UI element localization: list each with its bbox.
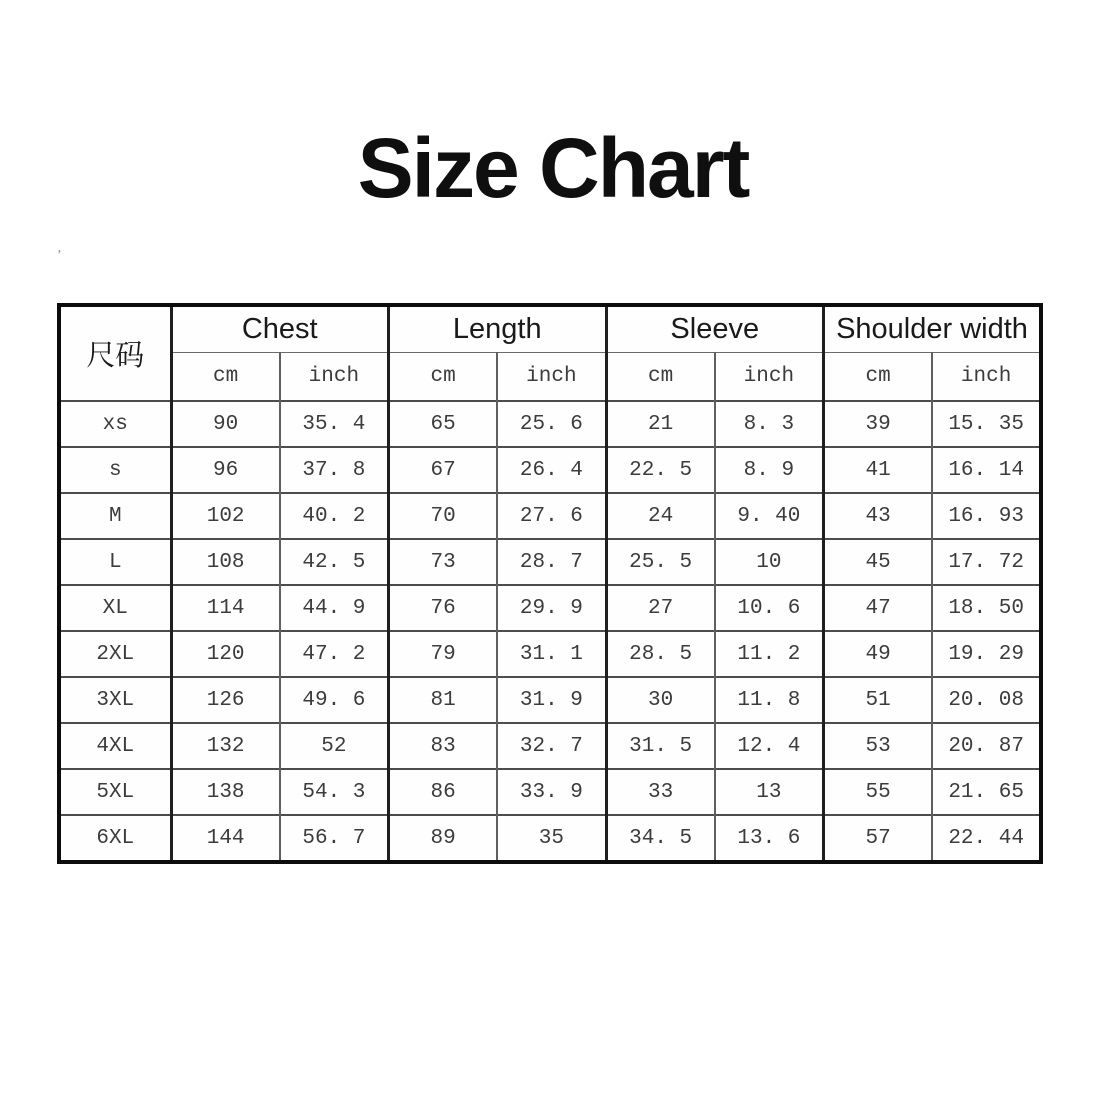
measurement-cell: 79 [389,631,498,677]
measurement-cell: 76 [389,585,498,631]
table-row [59,447,1041,493]
unit-header-sleeve-inch: inch [715,353,824,402]
unit-header-shoulder-inch: inch [932,353,1041,402]
measurement-cell: 90 [171,401,280,447]
measurement-cell: 51 [824,677,933,723]
table-row [59,723,1041,769]
size-label: XL [59,585,171,631]
table-row [59,769,1041,815]
measurement-cell: 31. 1 [497,631,606,677]
measurement-cell: 108 [171,539,280,585]
measurement-cell: 19. 29 [932,631,1041,677]
measurement-cell: 102 [171,493,280,539]
measurement-cell: 13. 6 [715,815,824,862]
measurement-cell: 52 [280,723,389,769]
measurement-cell: 16. 14 [932,447,1041,493]
measurement-cell: 12. 4 [715,723,824,769]
measurement-cell: 32. 7 [497,723,606,769]
measurement-cell: 96 [171,447,280,493]
unit-header-length-cm: cm [389,353,498,402]
measurement-cell: 25. 6 [497,401,606,447]
group-header-sleeve: Sleeve [606,305,824,353]
size-label: 6XL [59,815,171,862]
measurement-cell: 114 [171,585,280,631]
unit-header-row [59,353,1041,402]
measurement-cell: 20. 87 [932,723,1041,769]
measurement-cell: 24 [606,493,715,539]
measurement-cell: 10 [715,539,824,585]
measurement-cell: 53 [824,723,933,769]
measurement-cell: 89 [389,815,498,862]
measurement-cell: 40. 2 [280,493,389,539]
measurement-cell: 35 [497,815,606,862]
measurement-cell: 18. 50 [932,585,1041,631]
size-label: 2XL [59,631,171,677]
table-row [59,815,1041,862]
measurement-cell: 44. 9 [280,585,389,631]
measurement-cell: 144 [171,815,280,862]
measurement-cell: 8. 9 [715,447,824,493]
measurement-cell: 25. 5 [606,539,715,585]
measurement-cell: 54. 3 [280,769,389,815]
measurement-cell: 28. 5 [606,631,715,677]
table-row [59,677,1041,723]
measurement-cell: 34. 5 [606,815,715,862]
table-row [59,539,1041,585]
size-chart-table [57,303,1043,864]
measurement-cell: 21 [606,401,715,447]
measurement-cell: 33. 9 [497,769,606,815]
measurement-cell: 70 [389,493,498,539]
size-label: s [59,447,171,493]
measurement-cell: 8. 3 [715,401,824,447]
measurement-cell: 56. 7 [280,815,389,862]
measurement-cell: 42. 5 [280,539,389,585]
measurement-cell: 29. 9 [497,585,606,631]
measurement-cell: 132 [171,723,280,769]
measurement-cell: 22. 5 [606,447,715,493]
measurement-cell: 28. 7 [497,539,606,585]
measurement-cell: 10. 6 [715,585,824,631]
group-header-chest: Chest [171,305,389,353]
measurement-cell: 86 [389,769,498,815]
measurement-cell: 17. 72 [932,539,1041,585]
measurement-cell: 81 [389,677,498,723]
measurement-cell: 41 [824,447,933,493]
size-label: 4XL [59,723,171,769]
measurement-cell: 65 [389,401,498,447]
stray-artifact-mark: ’ [57,248,62,263]
measurement-cell: 35. 4 [280,401,389,447]
measurement-cell: 47. 2 [280,631,389,677]
measurement-cell: 33 [606,769,715,815]
unit-header-length-inch: inch [497,353,606,402]
measurement-cell: 31. 9 [497,677,606,723]
group-header-shoulder-width: Shoulder width [824,305,1042,353]
group-header-row [59,305,1041,353]
size-label: M [59,493,171,539]
measurement-cell: 26. 4 [497,447,606,493]
measurement-cell: 27 [606,585,715,631]
page-title: Size Chart [357,121,749,215]
measurement-cell: 73 [389,539,498,585]
unit-header-shoulder-cm: cm [824,353,933,402]
measurement-cell: 126 [171,677,280,723]
measurement-cell: 83 [389,723,498,769]
measurement-cell: 67 [389,447,498,493]
group-header-length: Length [389,305,607,353]
measurement-cell: 45 [824,539,933,585]
measurement-cell: 138 [171,769,280,815]
measurement-cell: 49. 6 [280,677,389,723]
measurement-cell: 9. 40 [715,493,824,539]
table-row [59,401,1041,447]
measurement-cell: 31. 5 [606,723,715,769]
measurement-cell: 120 [171,631,280,677]
measurement-cell: 27. 6 [497,493,606,539]
unit-header-chest-cm: cm [171,353,280,402]
unit-header-chest-inch: inch [280,353,389,402]
measurement-cell: 39 [824,401,933,447]
table-row [59,585,1041,631]
measurement-cell: 11. 8 [715,677,824,723]
measurement-cell: 15. 35 [932,401,1041,447]
measurement-cell: 20. 08 [932,677,1041,723]
measurement-cell: 16. 93 [932,493,1041,539]
size-label: 3XL [59,677,171,723]
size-label: xs [59,401,171,447]
measurement-cell: 11. 2 [715,631,824,677]
size-column-header: 尺码 [59,305,171,401]
size-label: 5XL [59,769,171,815]
measurement-cell: 47 [824,585,933,631]
unit-header-sleeve-cm: cm [606,353,715,402]
measurement-cell: 55 [824,769,933,815]
measurement-cell: 21. 65 [932,769,1041,815]
measurement-cell: 30 [606,677,715,723]
size-label: L [59,539,171,585]
measurement-cell: 22. 44 [932,815,1041,862]
measurement-cell: 49 [824,631,933,677]
table-row [59,631,1041,677]
measurement-cell: 43 [824,493,933,539]
size-table-body [59,401,1041,862]
table-row [59,493,1041,539]
measurement-cell: 37. 8 [280,447,389,493]
measurement-cell: 57 [824,815,933,862]
measurement-cell: 13 [715,769,824,815]
